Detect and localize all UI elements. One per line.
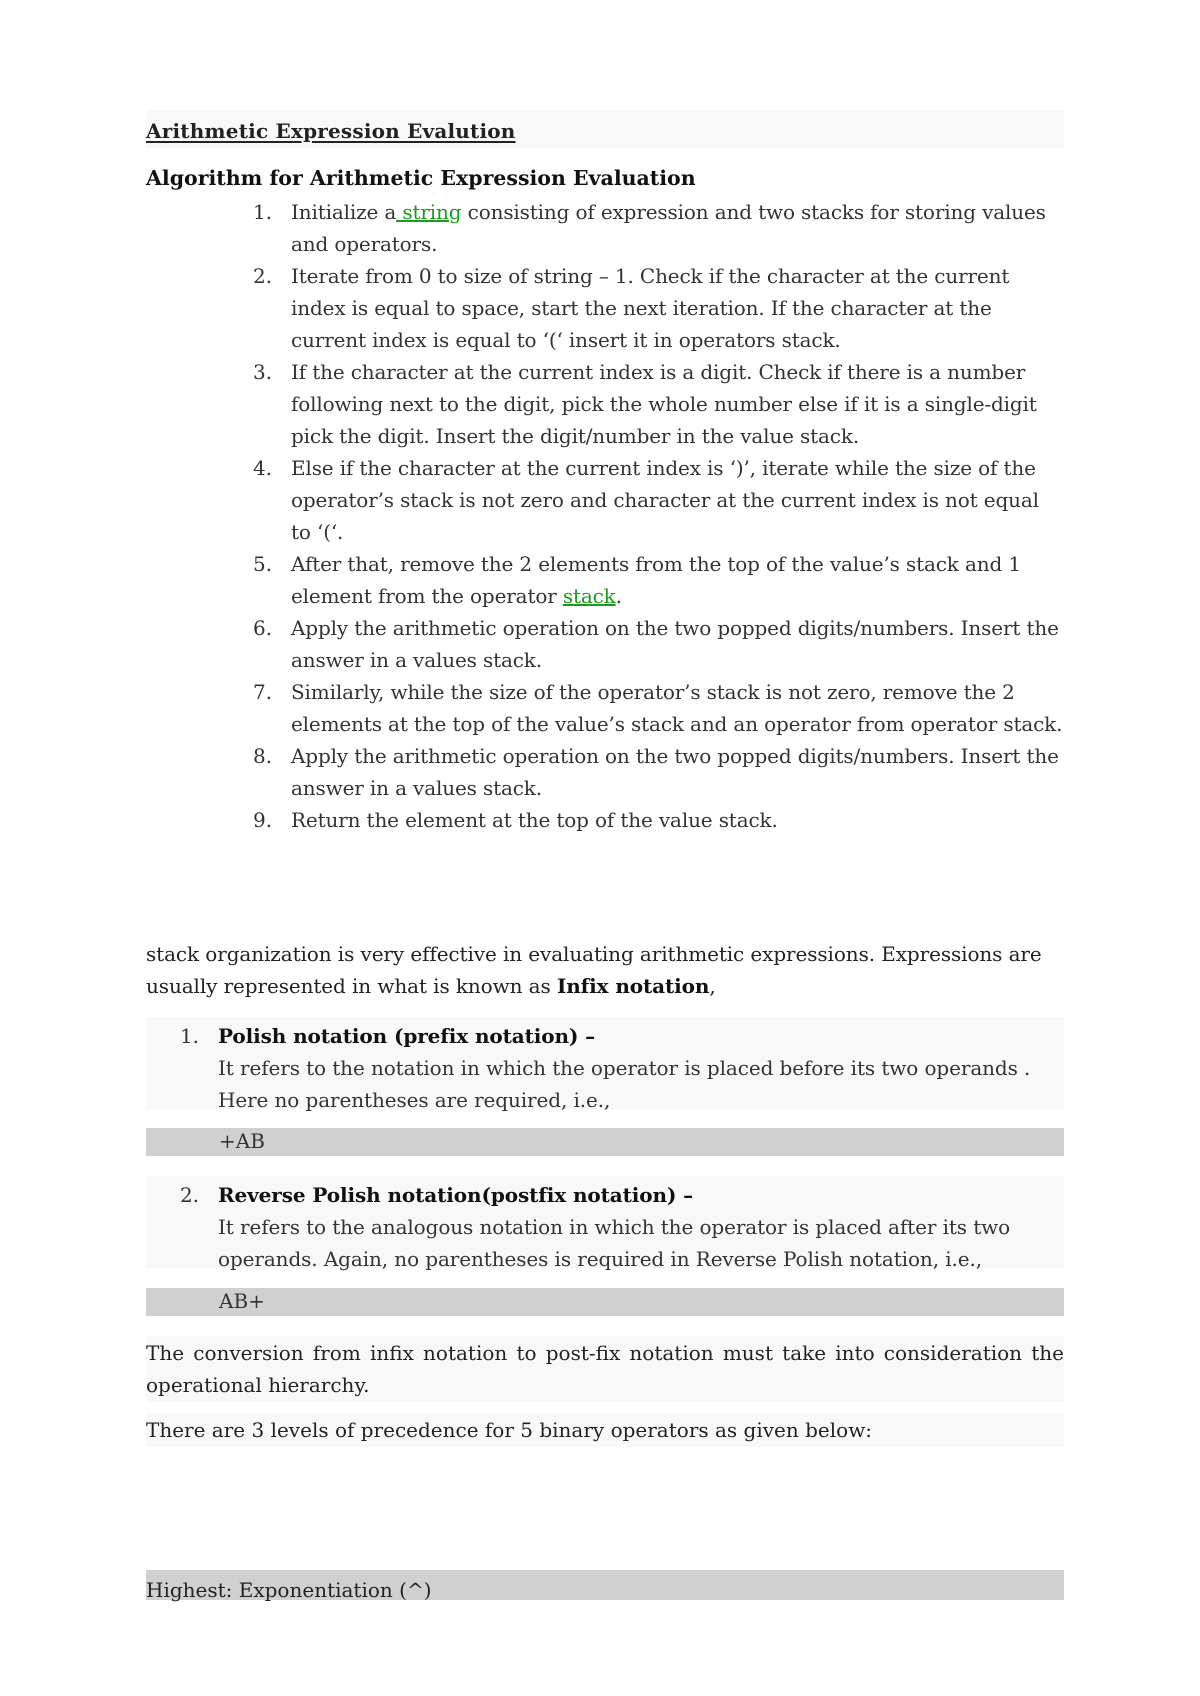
- notation-term: Reverse Polish notation(postfix notation) –: [218, 1183, 694, 1207]
- algorithm-step: 7. Similarly, while the size of the operator’s stack is not zero, remove the 2 elements at the top of the value’s stack and an operator from operator stack.: [253, 680, 1063, 736]
- notation-example: AB+: [219, 1289, 265, 1313]
- example-1-highlight: [146, 1128, 1064, 1156]
- notation-description: It refers to the notation in which the operator is placed before its two operands . Here no parentheses are required, i.e.,: [218, 1056, 1031, 1112]
- algorithm-steps-list: [253, 196, 1063, 836]
- stack-link[interactable]: stack: [562, 584, 616, 608]
- document-title: Arithmetic Expression Evalution: [146, 119, 516, 143]
- algorithm-step: 2. Iterate from 0 to size of string – 1. Check if the character at the current index is equal to space, start the next iteration. If the character at the current index is equal to ‘(‘ insert it in operators stack.: [253, 264, 1010, 352]
- algorithm-step: 9. Return the element at the top of the value stack.: [253, 808, 778, 832]
- algorithm-step: 4. Else if the character at the current index is ‘)’, iterate while the size of the operator’s stack is not zero and character at the current index is not equal to ‘(‘.: [253, 456, 1039, 544]
- infix-notation-term: Infix notation: [556, 974, 710, 998]
- algorithm-step: 6. Apply the arithmetic operation on the two popped digits/numbers. Insert the answer in a values stack.: [253, 616, 1059, 672]
- string-link[interactable]: string: [396, 200, 462, 224]
- precedence-paragraph: There are 3 levels of precedence for 5 binary operators as given below:: [146, 1418, 873, 1442]
- example-2-highlight: [146, 1288, 1064, 1316]
- intro-paragraph: stack organization is very effective in evaluating arithmetic expressions. Expressions are usually represented in what is known as Infix notation,: [146, 942, 1042, 998]
- algorithm-step: 8. Apply the arithmetic operation on the two popped digits/numbers. Insert the answer in a values stack.: [253, 744, 1059, 800]
- highest-precedence-line: Highest: Exponentiation (^): [146, 1578, 432, 1602]
- conversion-paragraph: The conversion from infix notation to post-fix notation must take into consideration the operational hierarchy.: [146, 1341, 1064, 1397]
- notation-example: +AB: [219, 1129, 265, 1153]
- algorithm-step: 3. If the character at the current index is a digit. Check if there is a number following next to the digit, pick the whole number else if it is a single-digit pick the digit. Insert the digit/number in the value stack.: [253, 360, 1037, 448]
- notation-item: 1. Polish notation (prefix notation) – It refers to the notation in which the operator is placed before its two operands . Here no parentheses are required, i.e.,: [180, 1020, 1064, 1116]
- notation-item: 2. Reverse Polish notation(postfix notation) – It refers to the analogous notation in which the operator is placed after its two operands. Again, no parentheses is required in Reverse Polish notation, i.e.,: [180, 1179, 1064, 1275]
- notation-description: It refers to the analogous notation in which the operator is placed after its two operands. Again, no parentheses is required in Reverse Polish notation, i.e.,: [218, 1215, 1011, 1271]
- algorithm-step: 5. After that, remove the 2 elements from the top of the value’s stack and 1 element from the operator stack.: [253, 552, 1021, 608]
- notation-term: Polish notation (prefix notation) –: [218, 1024, 596, 1048]
- section-heading: Algorithm for Arithmetic Expression Evaluation: [146, 166, 696, 190]
- algorithm-step: 1. Initialize a string consisting of expression and two stacks for storing values and operators.: [253, 200, 1046, 256]
